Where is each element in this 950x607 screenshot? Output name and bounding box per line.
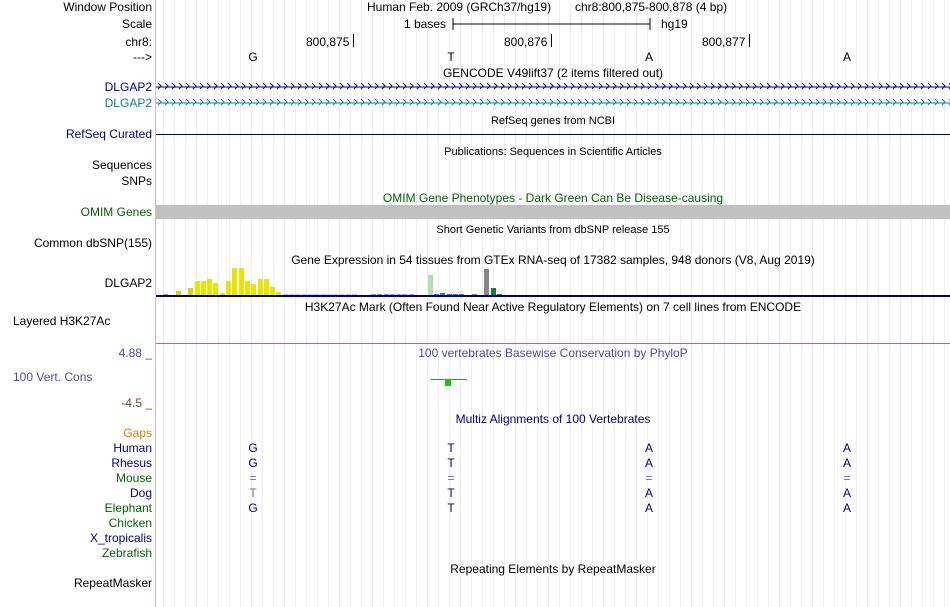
gtex-tissue-bar[interactable] [245, 281, 250, 295]
multiz-elephant-base-3: A [644, 501, 653, 515]
gtex-tissue-bar[interactable] [270, 287, 275, 295]
ruler-tick-mark-2 [551, 34, 552, 47]
multiz-mouse-base-2: = [447, 471, 455, 485]
ruler-tick-mark-3 [749, 34, 750, 47]
conservation-score-bar [445, 379, 451, 386]
refseq-track-label[interactable]: RefSeq Curated [65, 127, 152, 141]
repeatmasker-track-title: Repeating Elements by RepeatMasker [450, 562, 656, 576]
multiz-elephant-base-1: G [248, 501, 258, 515]
multiz-rhesus-base-1: G [248, 456, 258, 470]
multiz-mouse-base-4: = [843, 471, 851, 485]
publications-track-title: Publications: Sequences in Scientific Articles [444, 146, 662, 158]
multiz-dog-base-3: A [644, 486, 653, 500]
assembly-text: Human Feb. 2009 (GRCh37/hg19) [367, 0, 552, 14]
multiz-dog-base-2: T [447, 486, 455, 500]
species-label-dog: Dog [129, 486, 152, 500]
chrom-label: chr8: [125, 35, 152, 49]
gencode-track-title: GENCODE V49lift37 (2 items filtered out) [442, 66, 664, 80]
track-image-area[interactable] [156, 0, 950, 607]
ruler-tick-1: 800,875 [306, 35, 350, 49]
ref-base-1: G [248, 50, 258, 64]
species-label-chicken: Chicken [108, 516, 152, 530]
gtex-tissue-bar[interactable] [428, 275, 433, 295]
gencode-gene-lines[interactable] [156, 82, 950, 110]
gtex-gene-line [156, 295, 950, 297]
species-label-human: Human [113, 441, 152, 455]
species-label-zebrafish: Zebrafish [101, 546, 152, 560]
snps-track-label[interactable]: SNPs [121, 174, 152, 188]
gtex-tissue-bar[interactable] [491, 288, 496, 295]
scale-db: hg19 [661, 17, 688, 31]
ruler-tick-2: 800,876 [504, 35, 548, 49]
gtex-tissue-bar[interactable] [232, 268, 237, 295]
dbsnp-track-title: Short Genetic Variants from dbSNP release 155 [436, 224, 670, 236]
species-label-x-tropicalis: X_tropicalis [89, 531, 152, 545]
multiz-rhesus-base-4: A [842, 456, 851, 470]
publications-track-label[interactable]: Sequences [91, 158, 152, 172]
multiz-rhesus-base-3: A [644, 456, 653, 470]
gtex-tissue-bar[interactable] [484, 269, 489, 295]
multiz-elephant-base-2: T [447, 501, 455, 515]
omim-gene-bar[interactable] [156, 205, 950, 219]
gtex-tissue-bar[interactable] [226, 281, 231, 295]
position-text: chr8:800,875-800,878 (4 bp) [575, 0, 728, 14]
ref-base-3: A [644, 50, 653, 64]
scale-label: Scale [121, 17, 152, 31]
gtex-expression-bars[interactable] [156, 267, 950, 295]
h3k27ac-track-title: H3K27Ac Mark (Often Found Near Active Regulatory Elements) on 7 cell lines from ENCODE [304, 300, 802, 314]
multiz-track-title: Multiz Alignments of 100 Vertebrates [455, 412, 651, 426]
repeatmasker-track-label[interactable]: RepeatMasker [73, 576, 152, 590]
gtex-tissue-bar[interactable] [195, 281, 200, 295]
h3k27ac-track-label[interactable]: Layered H3K27Ac [13, 314, 111, 328]
refseq-gene-line[interactable] [156, 134, 950, 135]
multiz-dog-base-4: A [842, 486, 851, 500]
multiz-dog-base-1: T [249, 486, 257, 500]
conservation-track-title: 100 vertebrates Basewise Conservation by PhyloP [418, 346, 688, 360]
conservation-track-label[interactable]: 100 Vert. Cons [13, 370, 93, 384]
multiz-human-base-4: A [842, 441, 851, 455]
ruler-tick-mark-1 [353, 34, 354, 47]
gtex-tissue-bar[interactable] [251, 284, 256, 295]
dbsnp-track-label[interactable]: Common dbSNP(155) [33, 236, 152, 250]
multiz-rhesus-base-2: T [447, 456, 455, 470]
ref-base-4: A [842, 50, 851, 64]
strand-label: ---> [133, 50, 152, 64]
gtex-track-label[interactable]: DLGAP2 [104, 276, 152, 290]
multiz-human-base-3: A [644, 441, 653, 455]
multiz-mouse-base-1: = [249, 471, 257, 485]
omim-track-title: OMIM Gene Phenotypes - Dark Green Can Be Disease-causing [382, 191, 724, 205]
omim-track-label[interactable]: OMIM Genes [80, 205, 152, 219]
refseq-track-title: RefSeq genes from NCBI [490, 115, 616, 127]
gtex-tissue-bar[interactable] [213, 283, 218, 295]
gtex-tissue-bar[interactable] [239, 268, 244, 295]
gtex-tissue-bar[interactable] [201, 281, 206, 295]
h3k27ac-baseline [156, 343, 950, 344]
scale-bar [452, 16, 652, 32]
species-label-mouse: Mouse [115, 471, 152, 485]
scale-text: 1 bases [404, 17, 447, 31]
species-label-rhesus: Rhesus [111, 456, 152, 470]
species-label-elephant: Elephant [104, 501, 152, 515]
gtex-track-title: Gene Expression in 54 tissues from GTEx RNA-seq of 17382 samples, 948 donors (V8, Aug 2019) [291, 253, 815, 267]
gaps-label: Gaps [123, 426, 152, 440]
gencode-item-label-2[interactable]: DLGAP2 [104, 96, 152, 110]
conservation-min-label: -4.5 _ [121, 396, 152, 410]
gencode-item-label-1[interactable]: DLGAP2 [104, 80, 152, 94]
ref-base-2: T [447, 50, 455, 64]
track-label-column [0, 0, 155, 607]
multiz-human-base-2: T [447, 441, 455, 455]
conservation-max-label: 4.88 _ [118, 346, 152, 360]
multiz-human-base-1: G [248, 441, 258, 455]
multiz-elephant-base-4: A [842, 501, 851, 515]
multiz-mouse-base-3: = [645, 471, 653, 485]
gtex-tissue-bar[interactable] [264, 279, 269, 295]
gtex-tissue-bar[interactable] [188, 288, 193, 295]
gtex-tissue-bar[interactable] [207, 279, 212, 295]
gtex-tissue-bar[interactable] [258, 279, 263, 295]
window-position-label: Window Position [63, 0, 152, 14]
ruler-tick-3: 800,877 [702, 35, 746, 49]
